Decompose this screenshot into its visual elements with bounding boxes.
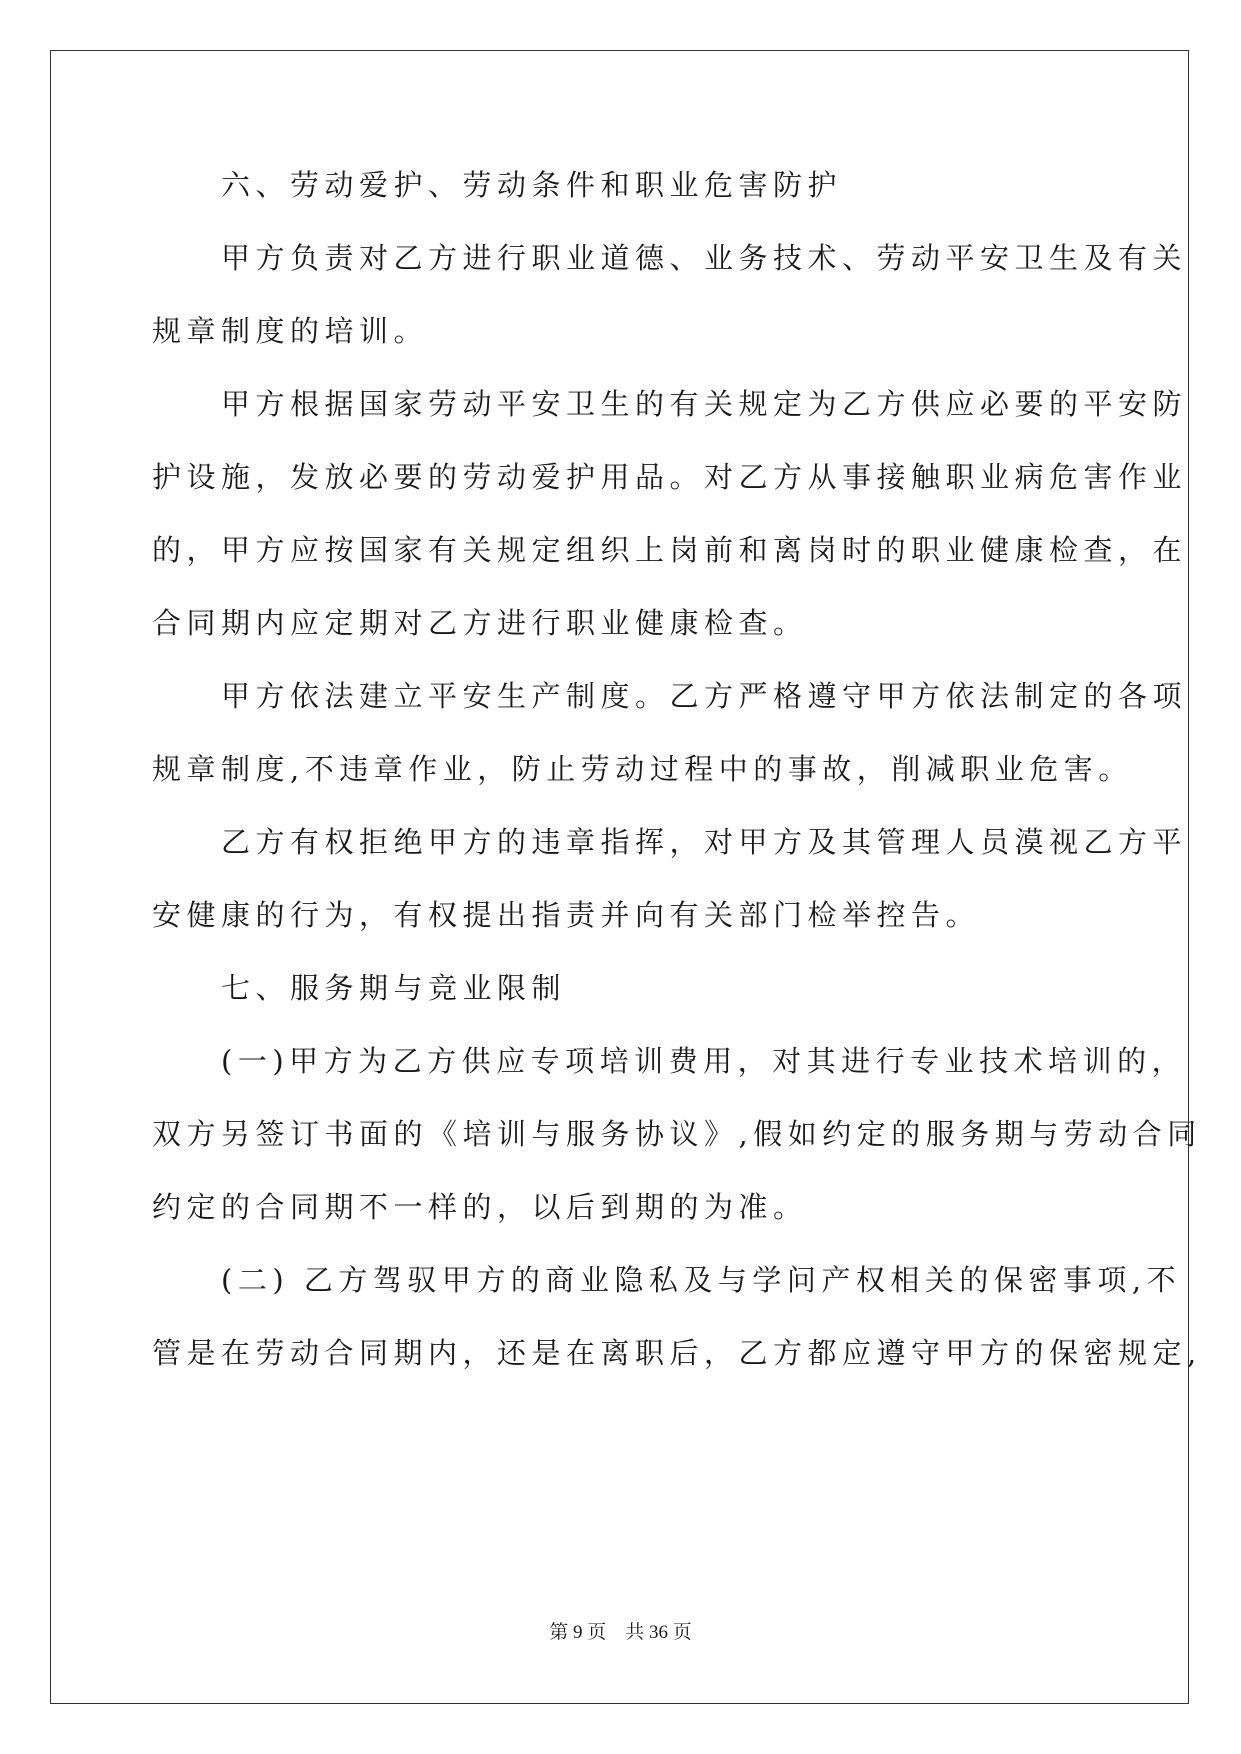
paragraph-line: 规章制度的培训。 (152, 314, 429, 348)
section-heading-7: 七、服务期与竞业限制 (152, 971, 567, 1005)
paragraph-line: 的，甲方应按国家有关规定组织上岗前和离岗时的职业健康检查，在 (152, 533, 1188, 567)
paragraph-line: 甲方根据国家劳动平安卫生的有关规定为乙方供应必要的平安防 (152, 387, 1188, 421)
paragraph-line: 约定的合同期不一样的，以后到期的为准。 (152, 1190, 808, 1224)
paragraph-line: (一)甲方为乙方供应专项培训费用，对其进行专业技术培训的， (152, 1044, 1187, 1078)
paragraph-line: 管是在劳动合同期内，还是在离职后，乙方都应遵守甲方的保密规定, (152, 1336, 1202, 1370)
paragraph-line: 甲方负责对乙方进行职业道德、业务技术、劳动平安卫生及有关 (152, 241, 1188, 275)
section-heading-6: 六、劳动爱护、劳动条件和职业危害防护 (152, 168, 843, 202)
paragraph-line: 规章制度,不违章作业，防止劳动过程中的事故，削减职业危害。 (152, 752, 1133, 786)
paragraph-line: 双方另签订书面的《培训与服务协议》,假如约定的服务期与劳动合同 (152, 1117, 1202, 1151)
page-border (50, 50, 1189, 1704)
page-number-footer: 第 9 页 共 36 页 (549, 1622, 692, 1643)
paragraph-line: 甲方依法建立平安生产制度。乙方严格遵守甲方依法制定的各项 (152, 679, 1188, 713)
paragraph-line: 合同期内应定期对乙方进行职业健康检查。 (152, 606, 808, 640)
paragraph-line: 乙方有权拒绝甲方的违章指挥，对甲方及其管理人员漠视乙方平 (152, 825, 1188, 859)
paragraph-line: 安健康的行为，有权提出指责并向有关部门检举控告。 (152, 898, 981, 932)
paragraph-line: (二) 乙方驾驭甲方的商业隐私及与学问产权相关的保密事项,不 (152, 1263, 1182, 1297)
paragraph-line: 护设施，发放必要的劳动爱护用品。对乙方从事接触职业病危害作业 (152, 460, 1188, 494)
